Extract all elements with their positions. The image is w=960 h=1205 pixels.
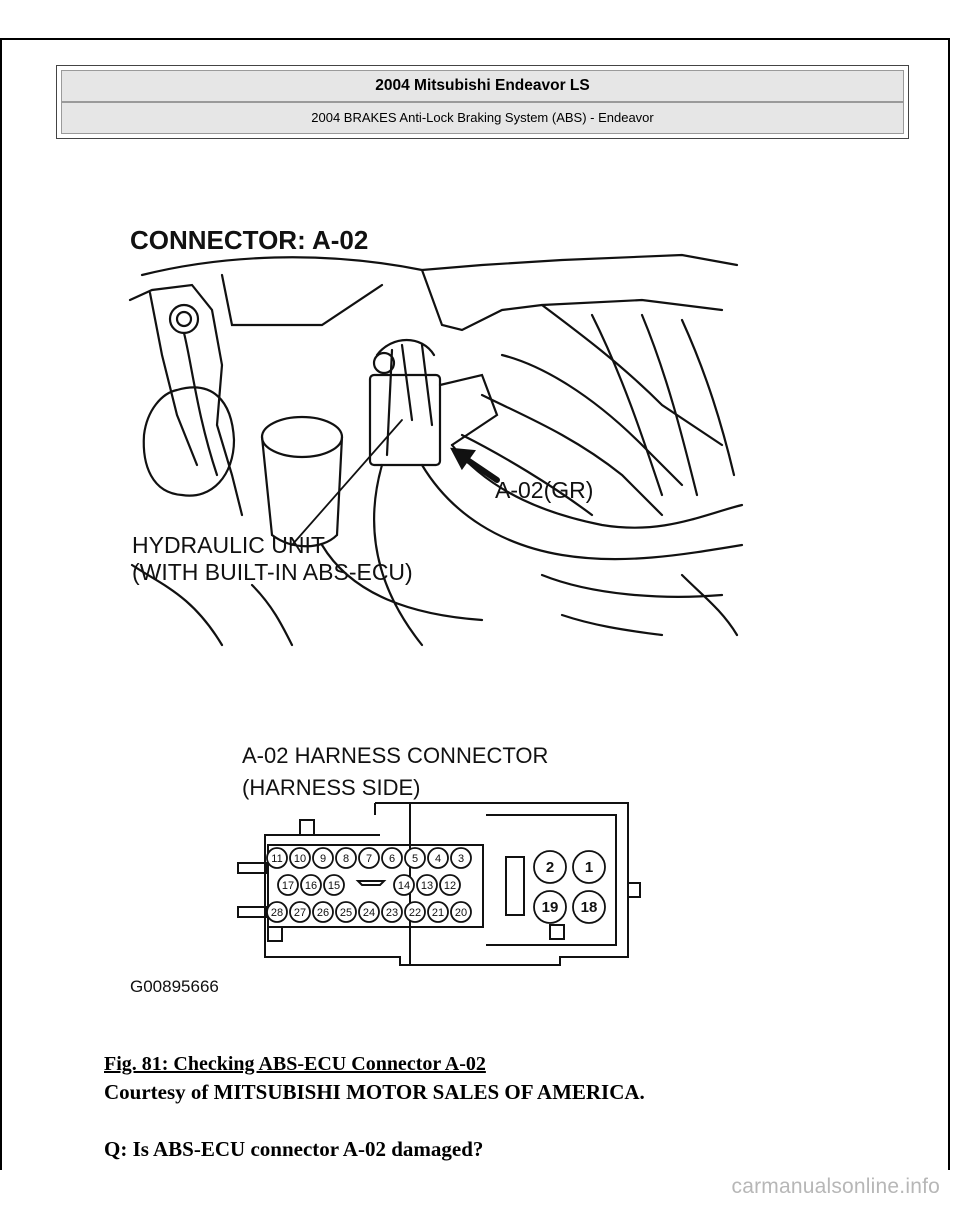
pin-4: 4 <box>434 853 442 865</box>
connector-diagram-title: A-02 HARNESS CONNECTOR <box>242 743 549 768</box>
engine-bay-illustration <box>122 215 742 650</box>
pin-5: 5 <box>411 853 419 865</box>
pin-22: 22 <box>408 907 422 919</box>
pin-26: 26 <box>316 907 330 919</box>
pin-15: 15 <box>327 880 341 892</box>
pin-10: 10 <box>293 853 307 865</box>
pin-23: 23 <box>385 907 399 919</box>
courtesy-line: Courtesy of MITSUBISHI MOTOR SALES OF AMERICA. <box>104 1080 645 1104</box>
pin-21: 21 <box>431 907 445 919</box>
question-text: Q: Is ABS-ECU connector A-02 damaged? <box>104 1137 484 1161</box>
pin-28: 28 <box>270 907 284 919</box>
connector-diagram-subtitle: (HARNESS SIDE) <box>242 775 421 800</box>
watermark: carmanualsonline.info <box>731 1175 940 1198</box>
pin-12: 12 <box>443 880 457 892</box>
arrow-label: A-02(GR) <box>495 477 594 503</box>
pin-27: 27 <box>293 907 307 919</box>
pin-20: 20 <box>454 907 468 919</box>
document-header <box>56 65 909 139</box>
pin-9: 9 <box>319 853 327 865</box>
vehicle-title: 2004 Mitsubishi Endeavor LS <box>61 70 904 102</box>
pin-18: 18 <box>580 899 598 916</box>
pin-1: 1 <box>584 859 594 876</box>
unit-label-line1: HYDRAULIC UNIT <box>132 532 325 558</box>
pin-16: 16 <box>304 880 318 892</box>
pin-8: 8 <box>342 853 350 865</box>
pin-2: 2 <box>545 859 555 876</box>
pin-19: 19 <box>541 899 559 916</box>
connector-label: CONNECTOR: A-02 <box>130 225 369 255</box>
pin-25: 25 <box>339 907 353 919</box>
pin-11: 11 <box>271 853 283 865</box>
pin-6: 6 <box>388 853 396 865</box>
harness-connector-diagram <box>130 735 650 1000</box>
figure-code: G00895666 <box>130 977 219 996</box>
pin-14: 14 <box>397 880 411 892</box>
pin-24: 24 <box>362 907 376 919</box>
unit-label-line2: (WITH BUILT-IN ABS-ECU) <box>132 559 413 585</box>
pin-17: 17 <box>281 880 295 892</box>
pin-7: 7 <box>365 853 373 865</box>
pin-13: 13 <box>420 880 434 892</box>
pin-3: 3 <box>457 853 465 865</box>
section-title: 2004 BRAKES Anti-Lock Braking System (ABS) - Endeavor <box>61 102 904 134</box>
figure-caption: Fig. 81: Checking ABS-ECU Connector A-02 <box>104 1053 486 1075</box>
